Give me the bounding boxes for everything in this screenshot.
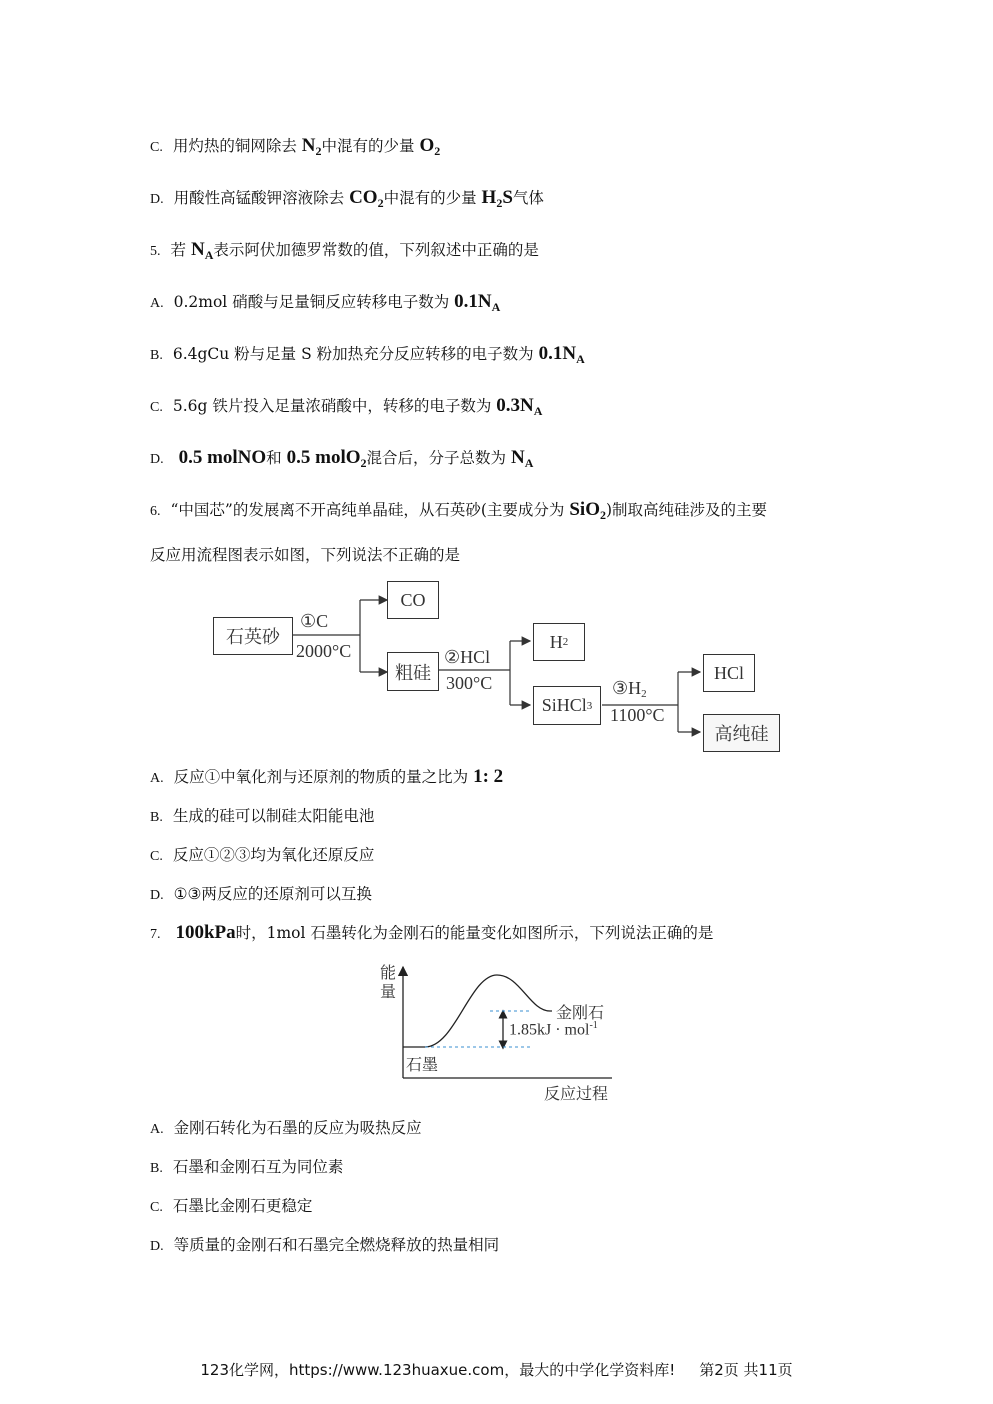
option-text: 反应①②③均为氧化还原反应	[172, 846, 375, 864]
question-text: 时，1mol 石墨转化为金刚石的能量变化如图所示，下列说法正确的是	[235, 924, 714, 942]
question-text: 表示阿伏加德罗常数的值，下列叙述中正确的是	[213, 241, 539, 259]
q5-option-b	[150, 344, 585, 369]
box-sihcl3: SiHCl 3	[533, 686, 601, 725]
box-pure-silicon: 高纯硅	[703, 714, 780, 752]
option-label: A.	[150, 1122, 164, 1137]
option-text: 用灼热的铜网除去	[172, 137, 297, 155]
option-text: 石墨比金刚石更稳定	[172, 1197, 313, 1215]
formula: $0.1N_A$	[454, 291, 501, 314]
formula-co2: $CO_2$	[349, 187, 384, 210]
question-text: 若	[170, 241, 187, 259]
question-number: 7.	[150, 927, 161, 942]
label-r3-temp: 1100°C	[610, 705, 665, 725]
question-6	[150, 500, 767, 525]
formula: $N_A$	[510, 447, 534, 470]
option-label: C.	[150, 400, 163, 415]
formula-sio2: SiO$_2$	[569, 499, 606, 522]
label-r3: $③H_2$	[612, 678, 647, 700]
option-label: D.	[150, 1239, 164, 1254]
option-text: 混合后，分子总数为	[366, 449, 507, 467]
option-text: 等质量的金刚石和石墨完全燃烧释放的热量相同	[173, 1236, 500, 1254]
question-5	[150, 240, 539, 265]
box-h2: H 2	[533, 623, 585, 661]
q5-option-d	[150, 448, 533, 473]
ratio: 1: 2	[473, 766, 504, 787]
option-label: C.	[150, 849, 163, 864]
label-graphite: 石墨	[406, 1055, 439, 1074]
box-crude-silicon: 粗硅	[387, 652, 439, 691]
formula: 0.5 molNO	[178, 447, 267, 468]
formula-na: $N_A$	[190, 239, 214, 262]
question-7	[150, 923, 713, 945]
option-text: 5.6g 铁片投入足量浓硝酸中，转移的电子数为	[172, 397, 492, 415]
q4-option-d	[150, 188, 544, 213]
q7-option-d	[150, 1235, 499, 1257]
formula: $0.1N_A$	[538, 343, 585, 366]
option-text: 金刚石转化为石墨的反应为吸热反应	[173, 1119, 422, 1137]
q4-option-c	[150, 136, 440, 161]
option-text: ①③两反应的还原剂可以互换	[173, 885, 372, 903]
q5-option-c	[150, 396, 542, 421]
formula-o2: $O_2$	[419, 135, 441, 158]
option-label: D.	[150, 452, 164, 467]
option-label: D.	[150, 888, 164, 903]
box-quartz-sand: 石英砂	[213, 617, 293, 655]
option-label: B.	[150, 348, 163, 363]
q7-option-a	[150, 1118, 422, 1140]
option-label: C.	[150, 140, 163, 155]
label-r1-temp: 2000°C	[296, 641, 352, 661]
box-hcl: HCl	[703, 654, 755, 692]
formula: 0.5 molO$_2$	[286, 447, 367, 470]
label-delta-h: 1.85kJ · mol$^{-1}$	[509, 1020, 598, 1039]
option-text: 生成的硅可以制硅太阳能电池	[172, 807, 375, 825]
question-number: 6.	[150, 504, 161, 519]
formula: $0.3N_A$	[496, 395, 543, 418]
page-number: 第2页 共11页	[699, 1361, 793, 1379]
q6-option-c	[150, 845, 374, 867]
q5-option-a	[150, 292, 500, 317]
y-axis-label-1: 能	[380, 963, 397, 982]
label-r2: ②HCl	[444, 647, 491, 667]
question-text: )制取高纯硅涉及的主要	[605, 501, 768, 519]
q6-option-b	[150, 806, 374, 828]
option-label: A.	[150, 771, 164, 786]
page-footer	[0, 1359, 993, 1380]
option-label: C.	[150, 1200, 163, 1215]
label-r1: ①C	[300, 611, 329, 631]
formula-n2: $N_2$	[301, 135, 322, 158]
option-text: 6.4gCu 粉与足量 S 粉加热充分反应转移的电子数为	[172, 345, 534, 363]
label-diamond: 金刚石	[556, 1003, 605, 1022]
option-text: 用酸性高锰酸钾溶液除去	[173, 189, 345, 207]
option-text: 和	[266, 449, 282, 467]
pressure: 100kPa	[175, 922, 236, 943]
option-text: 气体	[512, 189, 544, 207]
option-text: 0.2mol 硝酸与足量铜反应转移电子数为	[173, 293, 450, 311]
option-text: 中混有的少量	[321, 137, 415, 155]
option-text: 中混有的少量	[383, 189, 477, 207]
q6-option-a	[150, 767, 503, 789]
option-label: D.	[150, 192, 164, 207]
option-label: A.	[150, 296, 164, 311]
box-co: CO	[387, 581, 439, 619]
footer-site-text: 123化学网，https://www.123huaxue.com，最大的中学化学资料库!	[200, 1361, 676, 1379]
label-r2-temp: 300°C	[446, 673, 493, 693]
option-text: 石墨和金刚石互为同位素	[172, 1158, 344, 1176]
x-axis-label: 反应过程	[544, 1084, 609, 1103]
question-text: 反应用流程图表示如图，下列说法不正确的是	[150, 546, 461, 564]
question-text: “中国芯”的发展离不开高纯单晶硅，从石英砂(主要成分为	[170, 501, 565, 519]
formula-h2s: $H_2S$	[481, 187, 513, 210]
question-6-line-2	[150, 545, 460, 565]
q7-option-b	[150, 1157, 343, 1179]
option-label: B.	[150, 1161, 163, 1176]
option-label: B.	[150, 810, 163, 825]
question-number: 5.	[150, 244, 161, 259]
q7-option-c	[150, 1196, 312, 1218]
option-text: 反应①中氧化剂与还原剂的物质的量之比为	[173, 768, 469, 786]
q6-option-d	[150, 884, 372, 906]
y-axis-label-2: 量	[380, 982, 397, 1001]
